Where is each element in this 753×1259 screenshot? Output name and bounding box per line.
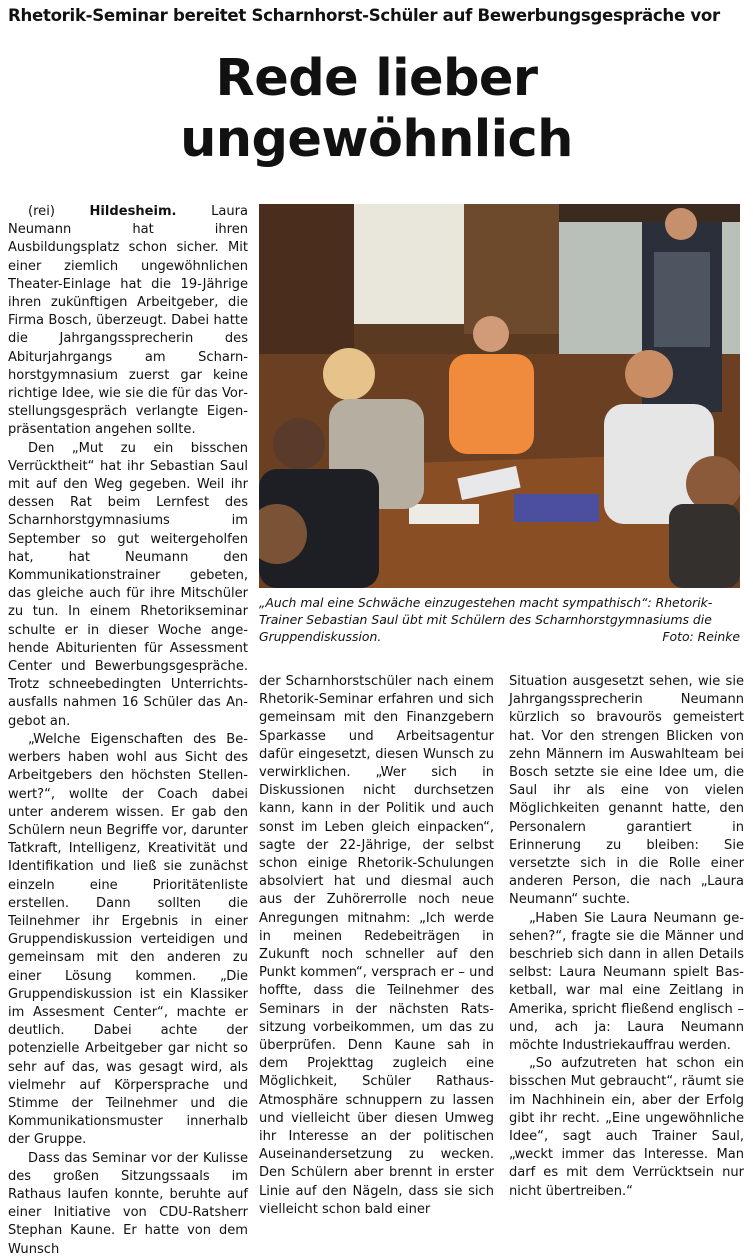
paragraph-4-continued: der Scharnhorstschüler nach einem Rhetorik-Seminar erfahren und sich gemeinsam mit den Finanzgebern Sparkasse und Arbeitsagentur dafür eingesetzt, diesen Wunsch zu verwirklichen. „Wer sich in Diskussionen nicht durchsetzen kann, kann in der Politik und auch sonst im Leben gleich einpacken“, sagte der 22-Jährige, der selbst schon einige Rhetorik-Schulungen absolviert hat und diesmal auch aus der Zuhörerrolle noch neue Anregungen mitnahm: „Ich werde in meinen Redebeiträgen in Zukunft noch schneller auf den Punkt kommen“, versprach er – und hoffte, dass die Teilnehmer des Seminars in der nächsten Ratssitzung vorbeikommen, um das zu überprüfen. Denn Kaune sah in dem Projekttag zugleich eine Möglichkeit, Schüler Rathaus-Atmosphäre schnuppern zu lassen und vielleicht über diesen Umweg ihr Interesse an der politischen Auseinandersetzung zu wecken. Den Schülern aber brennt in erster Linie auf den Nägeln, dass sie sich vielleicht schon bald einer bbox=[259, 674, 494, 1217]
photo-credit: Foto: Reinke bbox=[662, 629, 740, 644]
paragraph-6: „So aufzutreten hat schon ein bisschen Mut gebraucht“, räumt sie im Nachhinein ein, aber der Erfolg gibt ihr recht. „Eine ungewöhnliche Idee“, sagt auch Trainer Saul, „weckt immer das Interesse. Man darf es mit dem Verrücktsein nur nicht übertreiben.“ bbox=[509, 1056, 744, 1199]
paragraph-1-text: Laura Neumann hat ihren Ausbildungsplatz schon sicher. Mit einer ziemlich ungewöhnlichen Theater-Einlage hat die 19-Jährige ihren zukünftigen Arbeitgeber, die Firma Bosch, überzeugt. Dabei hatte die Jahrgangssprecherin des Abiturjahrgangs am Scharnhorstgymnasium zuerst gar keine richtige Idee, wie sie die für das Vorstellungsgespräch verlangte Eigenpräsentation angehen sollte. bbox=[8, 204, 248, 438]
article-column-3 bbox=[509, 673, 744, 1201]
article-column-1 bbox=[8, 203, 248, 1259]
article-headline bbox=[0, 48, 753, 170]
dateline-place: Hildesheim. bbox=[89, 204, 177, 219]
photo-caption bbox=[259, 594, 740, 645]
paragraph-5: „Haben Sie Laura Neumann gesehen?“, fragte sie die Männer und beschrieb sich dann in allen Details selbst: Laura Neumann spielt Basketball, war mal eine Zeitlang in Amerika, spricht fließend englisch – und, ach ja: Laura Neumann möchte Industriekauffrau werden. bbox=[509, 910, 744, 1054]
paragraph-4-end: Situation ausgesetzt sehen, wie sie Jahrgangssprecherin Neumann kürzlich so bravourös gemeistert hat. Vor den strengen Blicken von zehn Männern im Auswahlteam bei Bosch setzte sie eine Idee um, die Saul ihr als eine von vielen Möglichkeiten genannt hatte, den Personalern garantiert in Erinnerung zu bleiben: Sie versetzte sich in die Rolle einer anderen Person, die nach „Laura Neumann“ suchte. bbox=[509, 674, 744, 908]
article-column-2 bbox=[259, 673, 494, 1219]
dateline-source: (rei) bbox=[28, 204, 55, 219]
paragraph-2: Den „Mut zu ein bisschen Verrücktheit“ hat ihr Sebastian Saul mit auf den Weg gegeben. Weil ihr dessen Rat beim Lernfest des Scharnhorstgymnasiums im September so gut weitergeholfen hat, hat Neumann den Kommunikationstrainer gebeten, das gleiche auch für ihre Mitschüler zu tun. In einem Rhetorikseminar schulte er in dieser Woche angehende Abiturienten für Assessment Center und Bewerbungsgespräche. Trotz schneebedingten Unterrichtsausfalls nahmen 16 Schüler das Angebot an. bbox=[8, 440, 248, 729]
paragraph-1 bbox=[8, 203, 248, 440]
paragraph-3: „Welche Eigenschaften des Bewerbers haben wohl aus Sicht des Arbeitgebers den höchsten Stellenwert?“, wollte der Coach dabei unter anderem wissen. Er gab den Schülern neun Begriffe vor, darunter Tatkraft, Intelligenz, Kreativität und Identifikation und ließ sie zunächst einzeln eine Prioritätenliste erstellen. Dann sollten die Teilnehmer ihr Ergebnis in einer Gruppendiskussion verteidigen und gemeinsam mit den anderen zu einer Lösung kommen. „Die Gruppendiskussion ist ein Klassiker im Assesment Center“, machte er deutlich. Dabei achte der potenzielle Arbeitgeber gar nicht so sehr auf das, was gesagt wird, als vielmehr auf Körpersprache und Stimme der Teilnehmer und die Kommunikationsmuster innerhalb der Gruppe. bbox=[8, 731, 248, 1148]
article-kicker: Rhetorik-Seminar bereitet Scharnhorst-Schüler auf Bewerbungsgespräche vor bbox=[8, 6, 720, 25]
headline-line-1: Rede lieber bbox=[215, 49, 538, 108]
caption-text: „Auch mal eine Schwäche einzugestehen macht sympathisch“: Rhetorik-Trainer Sebastian Saul übt mit Schülern des Scharnhorstgymnasiums die Gruppendiskussion. bbox=[259, 595, 713, 644]
headline-line-2: ungewöhnlich bbox=[180, 110, 573, 169]
seminar-photo-illustration bbox=[259, 204, 740, 588]
article-photo bbox=[259, 204, 740, 588]
paragraph-4-start: Dass das Seminar vor der Kulisse des großen Sitzungssaals im Rathaus laufen konnte, beruhte auf einer Initiative von CDU-Ratsherr Stephan Kaune. Er hatte von dem Wunsch bbox=[8, 1150, 248, 1257]
